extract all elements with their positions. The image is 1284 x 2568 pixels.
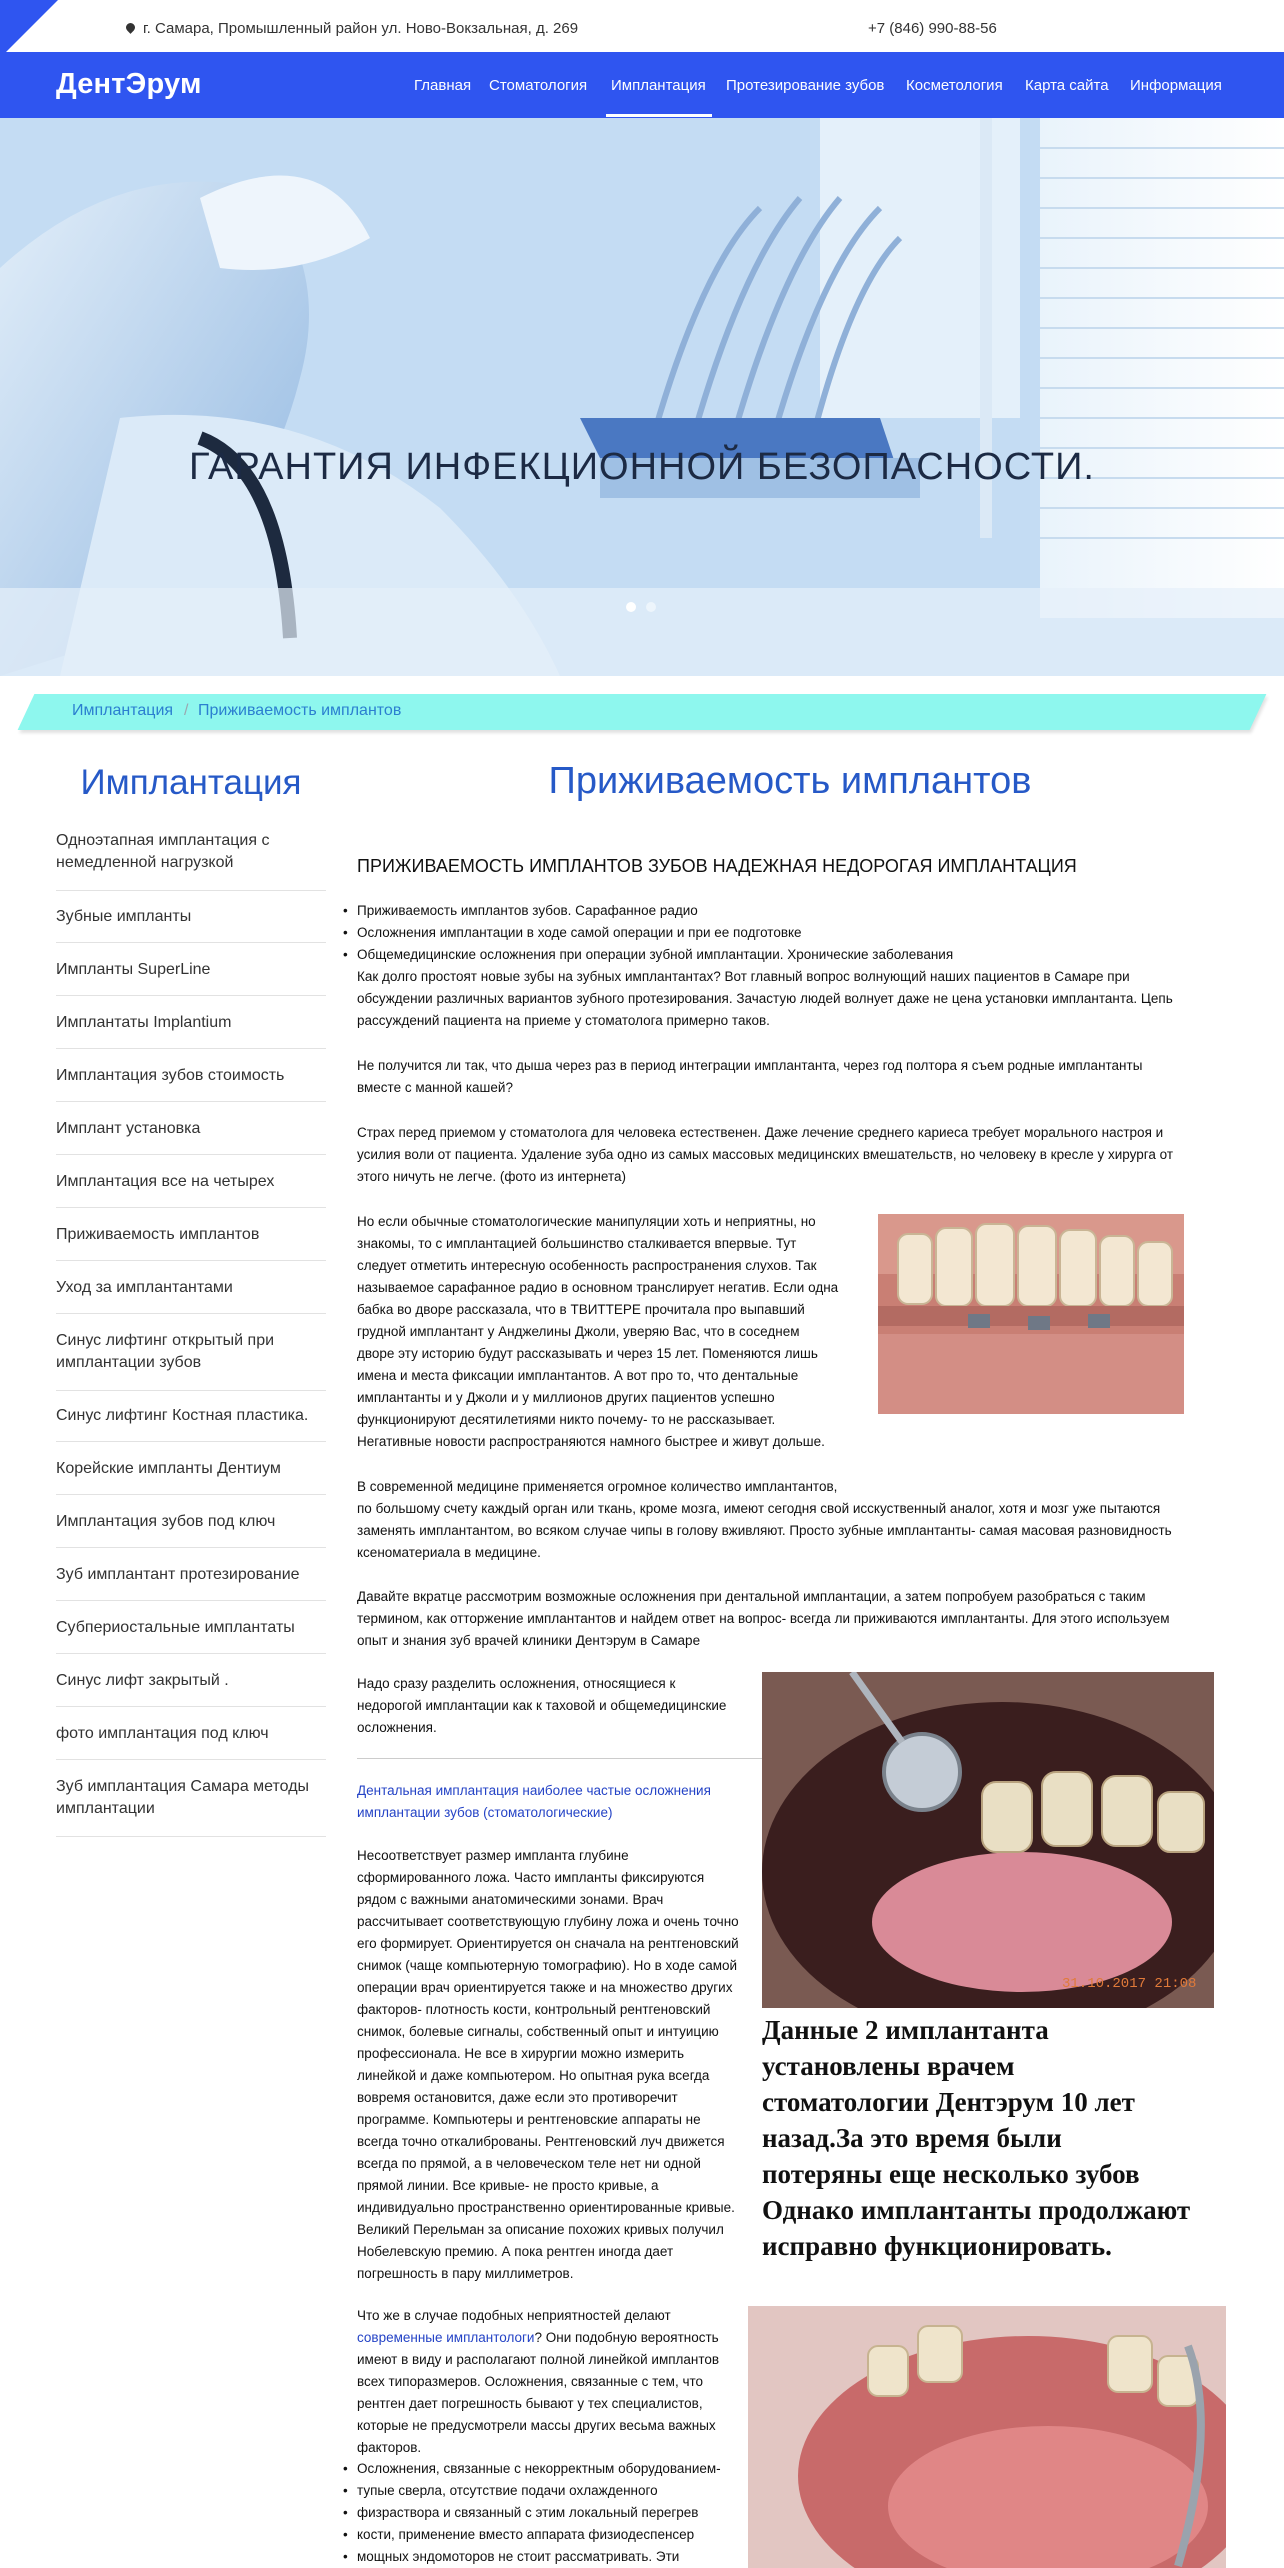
sidebar-item[interactable]: Имплантация все на четырех: [56, 1173, 275, 1190]
nav-item-cosmetology[interactable]: Косметология: [906, 77, 1003, 94]
text-line[interactable]: имплантации зубов (стоматологические): [357, 1805, 613, 1820]
text-line: Страх перед приемом у стоматолога для человека естественен. Даже лечение среднего кариеса требует морального настроя и: [357, 1125, 1164, 1140]
sidebar-item[interactable]: Импланты SuperLine: [56, 961, 211, 978]
paragraph-divide: [357, 1673, 726, 1739]
caption-line: назад.За это время были: [762, 2123, 1062, 2153]
text-line: Как долго простоят новые зубы на зубных имплантантах? Вот главный вопрос волнующий наших пациентов в Самаре при: [357, 969, 1130, 984]
slider-dot-1[interactable]: [626, 602, 636, 612]
text-line: знакомы, то с имплантацией большинство сталкивается впервые. Тут: [357, 1236, 797, 1251]
caption-line: Однако имплантанты продолжают: [762, 2195, 1191, 2225]
text-line: по большому счету каждый орган или ткань, кроме мозга, имеют сегодня свой исскуственный аналог, хотя и мозг уже пытаются: [357, 1501, 1161, 1516]
text-line: кости, применение вместо аппарата физиодеспенсер: [357, 2527, 695, 2542]
hero-slider: [0, 118, 1284, 676]
text-line: термином, как отторжение имплантантов и найдем ответ на вопрос- всегда ли приживаются имплантанты. Для этого используем: [357, 1611, 1170, 1626]
location-pin-icon: [124, 21, 137, 34]
list-item: • Осложнения, связанные с некорректным оборудованием-: [357, 2458, 721, 2480]
intro-bullet-list: [357, 900, 953, 966]
sidebar-item[interactable]: Приживаемость имплантов: [56, 1226, 260, 1243]
sidebar-divider: [56, 1154, 326, 1155]
sidebar-item[interactable]: Уход за имплантантами: [56, 1279, 233, 1296]
section-heading-link[interactable]: [357, 1780, 711, 1824]
text-line: вместе с манной кашей?: [357, 1080, 513, 1095]
nav-item-prosthetics[interactable]: Протезирование зубов: [726, 77, 885, 94]
text-line: называемое сарафанное радио в основном транслирует негатив. Если одна: [357, 1280, 839, 1295]
hero-dental-chair-image: [0, 118, 1284, 676]
page-title: Приживаемость имплантов: [548, 760, 1032, 802]
sidebar-item[interactable]: Синус лифтинг Костная пластика.: [56, 1407, 309, 1424]
paragraph-question: [357, 1055, 1142, 1099]
text-line: ксеноматериала в медицине.: [357, 1545, 541, 1560]
nav-item-info[interactable]: Информация: [1130, 77, 1222, 94]
text-line: его формирует. Ориентируется он сначала на рентгеновский: [357, 1936, 739, 1951]
text-line: заменять имплантантом, во всяком случае чипы в голову вживляют. Просто зубные имплантанты- самая масовая разновидность: [357, 1523, 1172, 1538]
sidebar-divider: [56, 1494, 326, 1495]
text-line: рентген дает погрешность бывают у тех специалистов,: [357, 2396, 703, 2411]
mouth-photo-2: [762, 1672, 1214, 2008]
sidebar-divider: [56, 942, 326, 943]
sidebar-item[interactable]: фото имплантация под ключ: [56, 1725, 269, 1742]
text-line: следует отметить интересную особенность распространения слухов. Так: [357, 1258, 817, 1273]
paragraph-rumors: [357, 1211, 838, 1453]
text-line: опыт и знания зуб врачей клиники Дентэрум в Самаре: [357, 1633, 701, 1648]
implantologists-link[interactable]: современные имплантологи: [357, 2330, 535, 2345]
text-line: Но если обычные стоматологические манипуляции хоть и неприятны, но: [357, 1214, 816, 1229]
text-line: всех типоразмеров. Осложнения, связанные с тем, что: [357, 2374, 704, 2389]
sidebar-divider: [56, 1101, 326, 1102]
text-line: рядом с важными анатомическими зонами. Врач: [357, 1892, 664, 1907]
site-logo[interactable]: ДентЭрум: [56, 68, 202, 100]
sidebar-divider: [56, 1600, 326, 1601]
nav-item-dentistry[interactable]: Стоматология: [489, 77, 588, 94]
address-text: г. Самара, Промышленный район ул. Ново-Вокзальная, д. 269: [143, 20, 579, 37]
text-line: рассчитывает соответствующую глубину ложа и очень точно: [357, 1914, 739, 1929]
list-item: [357, 2524, 721, 2546]
sidebar-divider: [56, 1207, 326, 1208]
paragraph-complications: [357, 1586, 1169, 1652]
section-divider: [357, 1758, 762, 1759]
sidebar-item[interactable]: Зубные импланты: [56, 908, 192, 925]
caption-line: установлены врачем: [762, 2051, 1015, 2081]
sidebar-item[interactable]: Имплантаты Implantium: [56, 1014, 232, 1031]
sidebar-item[interactable]: Имплантация зубов под ключ: [56, 1513, 276, 1530]
text-line: недорогой имплантации как к таховой и общемедицинские: [357, 1698, 727, 1713]
sidebar-item[interactable]: Синус лифт закрытый .: [56, 1672, 229, 1689]
text-line: Надо сразу разделить осложнения, относящиеся к: [357, 1676, 676, 1691]
paragraph-intro: [357, 966, 1173, 1032]
photo-caption: [762, 2012, 1230, 2264]
list-item: [357, 2480, 721, 2502]
text-line: снимок (чаще компьютерную томографию). Но в ходе самой: [357, 1958, 738, 1973]
sidebar-item[interactable]: Корейские импланты Дентиум: [56, 1460, 281, 1477]
equipment-bullet: [357, 2458, 721, 2568]
sidebar-item[interactable]: Зуб имплантант протезирование: [56, 1566, 300, 1583]
caption-line: Данные 2 имплантанта: [762, 2015, 1049, 2045]
breadcrumb-implantation[interactable]: Имплантация: [72, 702, 174, 719]
nav-item-implantation[interactable]: Имплантация: [611, 77, 706, 94]
text-line: программе. Компьютеры и рентгеновские аппараты не: [357, 2112, 701, 2127]
nav-item-sitemap[interactable]: Карта сайта: [1025, 77, 1109, 94]
text-line: Не получится ли так, что дыша через раз в период интеграции имплантанта, через год полтора я съем родные имплантанты: [357, 1058, 1143, 1073]
text-line: дворе эту историю будут рассказывать и через 15 лет. Поменяются лишь: [357, 1346, 818, 1361]
main-navbar: [0, 52, 1284, 118]
sidebar-divider: [56, 890, 326, 891]
text-line: вовремя остановится, даже если это противоречит: [357, 2090, 678, 2105]
list-item: [357, 2502, 721, 2524]
text-line: факторов- плотность кости, контрольный рентгеновский: [357, 2002, 711, 2017]
text-line: В современной медицине применяется огромное количество имплантантов,: [357, 1479, 838, 1494]
sidebar-divider: [56, 1706, 326, 1707]
text-line: операции врач ориентируется также и на множество других: [357, 1980, 733, 1995]
page-subtitle: ПРИЖИВАЕМОСТЬ ИМПЛАНТОВ ЗУБОВ НАДЕЖНАЯ НЕДОРОГАЯ ИМПЛАНТАЦИЯ: [357, 856, 1077, 876]
text-line: осложнения.: [357, 1720, 437, 1735]
text-line: которые не предусмотрели массы других весьма важных: [357, 2418, 716, 2433]
text-line: всегда точно откалиброваны. Рентгеновский луч движется: [357, 2134, 725, 2149]
teeth-photo-1: [878, 1214, 1184, 1414]
text-line: усилия воли от пациента. Удаление зуба одно из самых массовых медицинских вмешательств, но человеку в кресле у хирурга от: [357, 1147, 1174, 1162]
text-line: погрешность в пару миллиметров.: [357, 2266, 574, 2281]
top-info-bar: [0, 0, 1284, 58]
sidebar-divider: [56, 1441, 326, 1442]
slider-dot-2[interactable]: [646, 602, 656, 612]
caption-line: исправно функционировать.: [762, 2231, 1112, 2261]
text-line: [357, 2327, 719, 2349]
nav-active-indicator: [606, 114, 712, 117]
list-item: • Приживаемость имплантов зубов. Сарафанное радио: [357, 900, 953, 922]
paragraph-size-mismatch: [357, 1845, 739, 2285]
caption-line: стоматологии Дентэрум 10 лет: [762, 2087, 1135, 2117]
paragraph-what-to-do: [357, 2305, 719, 2459]
text-line: Нобелевскую премию. А пока рентген иногда дает: [357, 2244, 674, 2259]
text-line: [357, 2305, 719, 2327]
text-line: факторов.: [357, 2440, 422, 2455]
text-line: мощных эндомоторов не стоит рассматривать. Эти: [357, 2549, 680, 2564]
text-line: сформированного ложа. Часто импланты фиксируются: [357, 1870, 705, 1885]
text-span: ? Они подобную вероятность: [534, 2330, 719, 2345]
list-item: [357, 2546, 721, 2568]
sidebar-divider: [56, 1390, 326, 1391]
text-line: Несоответствует размер импланта глубине: [357, 1848, 629, 1863]
text-line: функционируют десятилетиями никто почему- то не рассказывает.: [357, 1412, 776, 1427]
sidebar-divider: [56, 1313, 326, 1314]
text-line: тупые сверла, отсутствие подачи охлажденного: [357, 2483, 658, 2498]
sidebar-item[interactable]: Одноэтапная имплантация с немедленной нагрузкой: [56, 832, 270, 871]
paragraph-fear: [357, 1122, 1173, 1188]
corner-accent: [0, 0, 58, 58]
text-line: обсуждении различных вариантов зубного протезирования. Зачастую людей волнует даже не цена установки имплантанта. Цепь: [357, 991, 1173, 1006]
text-line[interactable]: Дентальная имплантация наиболее частые осложнения: [357, 1783, 711, 1798]
text-line: прямой линии. Все кривые- не просто кривые, а: [357, 2178, 659, 2193]
sidebar-divider: [56, 1547, 326, 1548]
sidebar-item[interactable]: Имплантация зубов стоимость: [56, 1067, 285, 1084]
sidebar-divider: [56, 1048, 326, 1049]
sidebar-item[interactable]: Синус лифтинг открытый при имплантации зубов: [56, 1332, 275, 1371]
hero-headline: ГАРАНТИЯ ИНФЕКЦИОННОЙ БЕЗОПАСНОСТИ.: [189, 446, 1095, 488]
paragraph-implants: [357, 1476, 1172, 1564]
sidebar-divider: [56, 1836, 326, 1837]
text-line: этого ничуть не легче. (фото из интернета): [357, 1169, 627, 1184]
sidebar-divider: [56, 1653, 326, 1654]
text-line: всегда по прямой, а в человеческом теле нет ни одной: [357, 2156, 701, 2171]
text-line: рассуждений пациента на приеме у стоматолога примерно таков.: [357, 1013, 770, 1028]
sidebar-item[interactable]: Зуб имплантация Самара методы имплантации: [56, 1778, 310, 1817]
text-line: бабка во дворе рассказала, что в ТВИТТЕРЕ прочитала про выпавший: [357, 1302, 805, 1317]
mouth-photo-3: [748, 2306, 1226, 2568]
list-item: • Осложнения имплантации в ходе самой операции и при ее подготовке: [357, 922, 953, 944]
nav-item-home[interactable]: Главная: [414, 77, 472, 94]
text-line: снимок, болевые сигналы, собственный опыт и интуицию: [357, 2024, 719, 2039]
phone-number[interactable]: +7 (846) 990-88-56: [868, 20, 997, 37]
text-line: грудной имплантант у Анджелины Джоли, уверяю Вас, что в соседнем: [357, 1324, 800, 1339]
list-item: • Общемедицинские осложнения при операции зубной имплантации. Хронические заболевания: [357, 944, 953, 966]
sidebar-divider: [56, 995, 326, 996]
text-span: Что же в случае подобных неприятностей делают: [357, 2308, 671, 2323]
text-line: имплантанты и у Джоли и у миллионов других пациентов успешно: [357, 1390, 775, 1405]
sidebar-item[interactable]: Субпериостальные имплантаты: [56, 1619, 295, 1636]
caption-line: потеряны еще несколько зубов: [762, 2159, 1140, 2189]
sidebar-item[interactable]: Имплант установка: [56, 1120, 201, 1137]
text-line: физраствора и связанный с этим локальный перегрев: [357, 2505, 699, 2520]
breadcrumb-current: Приживаемость имплантов: [198, 702, 402, 719]
text-line: индивидуально пространственно ориентированные кривые.: [357, 2200, 735, 2215]
sidebar-divider: [56, 1260, 326, 1261]
sidebar-title: Имплантация: [80, 763, 302, 802]
text-line: имена и места фиксации имплантантов. А вот про то, что дентальные: [357, 1368, 799, 1383]
address: [126, 20, 578, 37]
text-line: Великий Перельман за описание похожих кривых получил: [357, 2222, 724, 2237]
breadcrumb-separator: /: [184, 702, 189, 719]
text-line: Давайте вкратце рассмотрим возможные осложнения при дентальной имплантации, а затем попробуем разобраться с таким: [357, 1589, 1146, 1604]
text-line: профессионала. Не все в хирургии можно измерить: [357, 2046, 684, 2061]
text-line: линейкой и даже компьютером. Но опытная рука всегда: [357, 2068, 710, 2083]
text-line: Негативные новости распространяются намного быстрее и живут дольше.: [357, 1434, 825, 1449]
sidebar-divider: [56, 1759, 326, 1760]
text-line: имеют в виду и располагают полной линейкой имплантов: [357, 2352, 720, 2367]
photo-timestamp: 31.10.2017 21:08: [1062, 1976, 1197, 1992]
